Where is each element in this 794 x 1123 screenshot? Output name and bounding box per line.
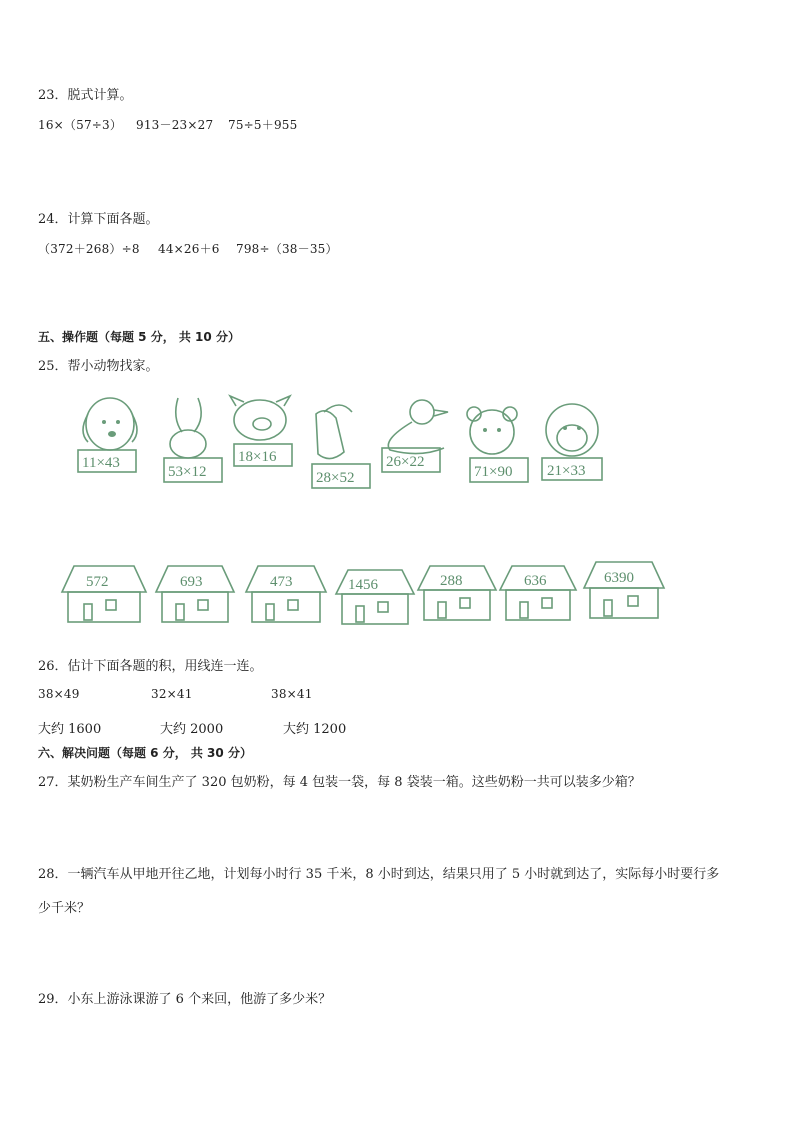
rabbit-label: 53×12	[168, 464, 207, 480]
house-4	[336, 570, 414, 624]
house-2	[156, 566, 234, 622]
animals-illustration	[60, 392, 620, 492]
rabbit-icon	[164, 398, 222, 482]
question-24-expression-2: 44×26＋6	[158, 242, 220, 256]
house-7	[584, 562, 664, 618]
question-25-title: 25．帮小动物找家。	[38, 359, 159, 374]
house-1-number: 572	[86, 574, 109, 590]
question-28-text-line-2: 少千米？	[38, 901, 91, 916]
goat-label: 28×52	[316, 470, 355, 486]
house-6	[500, 566, 576, 620]
question-26-title: 26．估计下面各题的积，用线连一连。	[38, 659, 263, 674]
question-24-expression-3: 798÷（38－35）	[236, 242, 338, 256]
question-23-expression-1: 16×（57÷3）	[38, 118, 123, 132]
monkey-label: 21×33	[547, 463, 586, 479]
dog-icon	[78, 398, 137, 472]
pig-icon	[230, 396, 292, 466]
duck-label: 26×22	[386, 454, 425, 470]
question-23-title: 23．脱式计算。	[38, 88, 133, 103]
monkey-icon	[542, 404, 602, 480]
house-5-number: 288	[440, 573, 463, 589]
house-7-number: 6390	[604, 570, 634, 586]
question-24-title: 24．计算下面各题。	[38, 212, 159, 227]
house-6-number: 636	[524, 573, 547, 589]
question-23-expression-2: 913－23×27	[136, 118, 214, 132]
question-27-text: 27．某奶粉生产车间生产了 320 包奶粉，每 4 包装一袋，每 8 袋装一箱。这些奶粉一共可以装多少箱？	[38, 775, 641, 790]
houses-illustration	[58, 558, 668, 626]
question-26-expression-3: 38×41	[271, 687, 313, 701]
question-28-text-line-1: 28．一辆汽车从甲地开往乙地，计划每小时行 35 千米，8 小时到达，结果只用了 5 小时就到达了，实际每小时要行多	[38, 867, 720, 882]
question-26-expression-2: 32×41	[151, 687, 193, 701]
question-26-answer-2: 大约 2000	[160, 722, 224, 737]
bear-icon	[467, 407, 528, 482]
section-6-heading: 六、解决问题（每题 6 分， 共 30 分）	[38, 746, 252, 760]
bear-label: 71×90	[474, 464, 513, 480]
goat-icon	[312, 405, 370, 488]
pig-label: 18×16	[238, 449, 277, 465]
house-2-number: 693	[180, 574, 203, 590]
house-3	[246, 566, 326, 622]
question-26-answer-3: 大约 1200	[283, 722, 347, 737]
dog-label: 11×43	[82, 455, 120, 471]
question-29-text: 29．小东上游泳课游了 6 个来回，他游了多少米？	[38, 992, 332, 1007]
question-23-expression-3: 75÷5＋955	[228, 118, 298, 132]
house-3-number: 473	[270, 574, 293, 590]
question-26-answer-1: 大约 1600	[38, 722, 102, 737]
question-24-expression-1: （372＋268）÷8	[38, 242, 140, 256]
section-5-heading: 五、操作题（每题 5 分， 共 10 分）	[38, 330, 240, 344]
house-5	[418, 566, 496, 620]
house-1	[62, 566, 146, 622]
duck-icon	[382, 400, 448, 472]
house-4-number: 1456	[348, 577, 378, 593]
question-26-expression-1: 38×49	[38, 687, 80, 701]
